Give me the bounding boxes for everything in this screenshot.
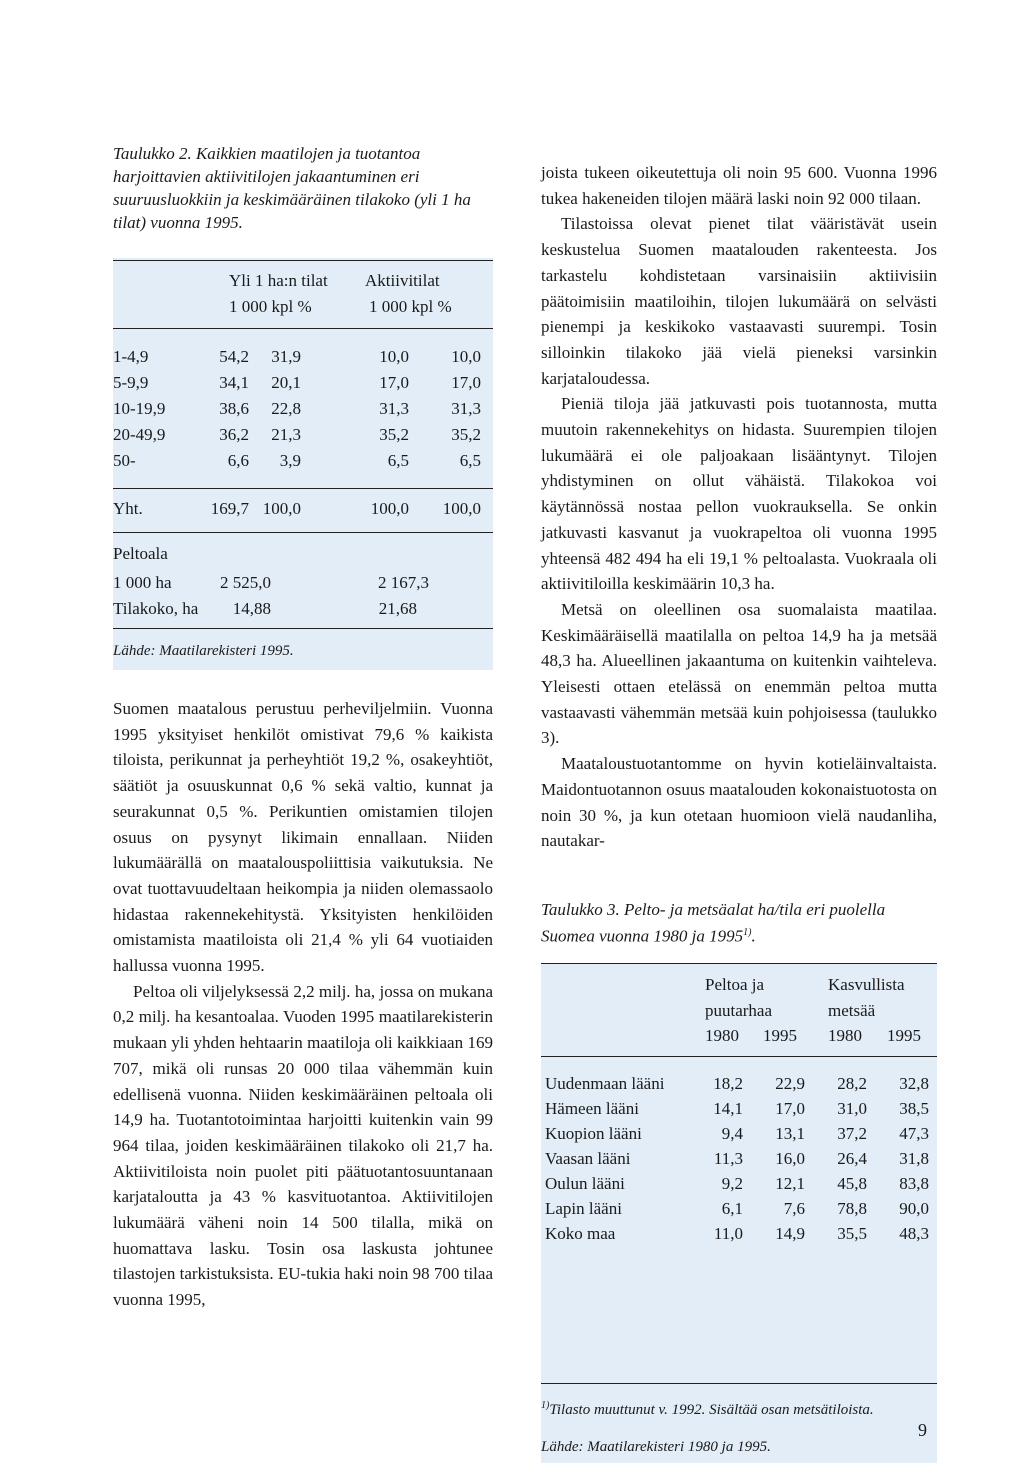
table2-row-3-label: 20-49,9 (113, 425, 166, 444)
table3-footnote-sup: 1) (541, 1400, 550, 1411)
table2-row-4-v4: 6,5 (459, 451, 481, 470)
table2-row-0-v2: 31,9 (271, 347, 301, 366)
table3-row-6-v1: 11,0 (713, 1224, 743, 1243)
table2-peltoala-unit: 1 000 ha (113, 573, 172, 592)
table2-tilakoko-v1: 14,88 (232, 599, 271, 618)
table3-row-0-v4: 32,8 (899, 1074, 929, 1093)
table2-source: Lähde: Maatilarekisteri 1995. (113, 643, 294, 659)
table3-row-1-v2: 17,0 (775, 1099, 805, 1118)
table3-year-2: 1995 (763, 1026, 797, 1045)
table3-year-4: 1995 (887, 1026, 921, 1045)
table2-total-v4: 100,0 (442, 499, 481, 518)
table2-row-3-v2: 21,3 (271, 425, 301, 444)
table2-row-2-v2: 22,8 (271, 399, 301, 418)
table3-row-3-label: Vaasan lääni (545, 1149, 631, 1168)
table2-header-group-1: Yli 1 ha:n tilat (229, 271, 328, 290)
table3-row-1-v1: 14,1 (713, 1099, 743, 1118)
right-paragraph-2: Tilastoissa olevat pienet tilat vääristävät usein keskustelua Suomen maatalouden rakenteesta. Jos tarkastelu kohdistetaan varsinaisiin aktiivisiin päätoimisiin maatiloihin, tilojen lukumäärä on selvästi pienempi ja keskikoko vastaavasti suurempi. Tosin silloinkin tilakoko jää vielä pieneksi varsinkin karjataloudessa. (541, 214, 937, 388)
table2-total-v1: 169,7 (210, 499, 249, 518)
table3-row-4-v2: 12,1 (775, 1174, 805, 1193)
table3-row-3-v2: 16,0 (775, 1149, 805, 1168)
table2-row-3-v3: 35,2 (379, 425, 409, 444)
table2-row-1-v1: 34,1 (219, 373, 249, 392)
table2-row-0-label: 1-4,9 (113, 347, 149, 366)
table2-row-1-v2: 20,1 (271, 373, 301, 392)
table3-row-4-v3: 45,8 (837, 1174, 867, 1193)
table2-row-0-v3: 10,0 (379, 347, 409, 366)
table2-peltoala-label: Peltoala (113, 544, 168, 563)
table3-row-6-v2: 14,9 (775, 1224, 805, 1243)
table3-row-5-v2: 7,6 (783, 1199, 805, 1218)
table3-caption-text: Taulukko 3. Pelto- ja metsäalat ha/tila eri puolella Suomea vuonna 1980 ja 1995 (541, 900, 886, 946)
right-body (541, 160, 937, 854)
table3-footer (541, 1383, 937, 1463)
table2-row-0-v1: 54,2 (219, 347, 249, 366)
table2-row-1-v4: 17,0 (451, 373, 481, 392)
table2-row-4-v2: 3,9 (279, 451, 301, 470)
table3-row-2-label: Kuopion lääni (545, 1124, 642, 1143)
table3-row-5-v4: 90,0 (899, 1199, 929, 1218)
table3-footnote-text: Tilasto muuttunut v. 1992. Sisältää osan metsätiloista. (549, 1402, 874, 1418)
table3-row-4-label: Oulun lääni (545, 1174, 625, 1193)
table2 (113, 258, 493, 670)
table3-row-0-v3: 28,2 (837, 1074, 867, 1093)
table3-row-3-v3: 26,4 (837, 1149, 867, 1168)
table2-peltoala-rule (113, 532, 493, 533)
table3-row-5-label: Lapin lääni (545, 1199, 622, 1218)
table3 (541, 963, 937, 1383)
right-paragraph-1: joista tukeen oikeutettuja oli noin 95 600. Vuonna 1996 tukea hakeneiden tilojen määrä laski noin 92 000 tilaan. (541, 163, 937, 208)
table2-row-3-v4: 35,2 (451, 425, 481, 444)
table2-header-sub-1: 1 000 kpl % (229, 297, 312, 316)
table3-row-4-v1: 9,2 (721, 1174, 743, 1193)
table3-header-rule (541, 1056, 937, 1057)
table2-row-4-label: 50- (113, 451, 136, 470)
table2-row-2-v4: 31,3 (451, 399, 481, 418)
table2-row-1-v3: 17,0 (379, 373, 409, 392)
table3-bottom-rule (541, 1383, 937, 1384)
table3-row-3-v4: 31,8 (899, 1149, 929, 1168)
table2-total-v3: 100,0 (370, 499, 409, 518)
table2-header-rule (113, 328, 493, 329)
table3-caption-sup: 1) (743, 927, 752, 938)
table3-row-1-label: Hämeen lääni (545, 1099, 639, 1118)
table3-row-2-v3: 37,2 (837, 1124, 867, 1143)
table3-header-2-line2: metsää (828, 1001, 876, 1020)
table3-row-2-v1: 9,4 (721, 1124, 743, 1143)
table3-footnote (541, 1395, 921, 1421)
table2-top-rule (113, 260, 493, 261)
left-body (113, 696, 493, 1313)
table3-row-5-v1: 6,1 (721, 1199, 743, 1218)
table3-row-6-v3: 35,5 (837, 1224, 867, 1243)
right-paragraph-5: Maataloustuotantomme on hyvin kotieläinvaltaista. Maidontuotannon osuus maatalouden kokonaistuotosta on noin 30 %, ja kun otetaan huomioon vielä naudanliha, nautakar- (541, 754, 937, 851)
right-paragraph-3: Pieniä tiloja jää jatkuvasti pois tuotannosta, mutta muutoin rakennekehitys on hidasta. Suurempien tilojen lukumäärä ei ole paljoakaan lisääntynyt. Tilojen yhdistyminen on ollut vähäistä. Tilakokoa voi käytännössä nostaa pellon vuokrauksella. Se onkin jatkuvasti kasvanut ja vuokrapeltoa oli vuonna 1995 yhteensä 482 494 ha eli 19,1 % peltoalasta. Vuokraala oli aktiivitiloilla keskimäärin 10,3 ha. (541, 394, 937, 594)
table3-row-1-v3: 31,0 (837, 1099, 867, 1118)
table3-caption (541, 898, 937, 948)
table3-year-1: 1980 (705, 1026, 739, 1045)
table3-row-0-v1: 18,2 (713, 1074, 743, 1093)
table2-header-sub-2: 1 000 kpl % (369, 297, 452, 316)
table2-row-0-v4: 10,0 (451, 347, 481, 366)
table2-header-group-2: Aktiivitilat (365, 271, 440, 290)
table2-peltoala-v2: 2 167,3 (378, 573, 429, 592)
table2-row-4-v1: 6,6 (227, 451, 249, 470)
table2-tilakoko-label: Tilakoko, ha (113, 599, 199, 618)
table3-row-6-v4: 48,3 (899, 1224, 929, 1243)
table2-row-1-label: 5-9,9 (113, 373, 149, 392)
table3-caption-end: . (751, 926, 756, 946)
table2-peltoala-v1: 2 525,0 (220, 573, 271, 592)
table3-row-6-label: Koko maa (545, 1224, 616, 1243)
table2-caption: Taulukko 2. Kaikkien maatilojen ja tuotantoa harjoittavien aktiivitilojen jakaantuminen eri suuruusluokkiin ja keskimääräinen tilakoko (yli 1 ha tilat) vuonna 1995. (113, 144, 471, 232)
table2-row-4-v3: 6,5 (387, 451, 409, 470)
table3-year-3: 1980 (828, 1026, 862, 1045)
table2-bottom-rule (113, 628, 493, 629)
table3-header-1-line1: Peltoa ja (705, 975, 765, 994)
table3-row-0-label: Uudenmaan lääni (545, 1074, 665, 1093)
table2-total-label: Yht. (113, 499, 143, 518)
table3-top-rule (541, 963, 937, 964)
table3-row-1-v4: 38,5 (899, 1099, 929, 1118)
table2-total-rule (113, 488, 493, 489)
right-paragraph-4: Metsä on oleellinen osa suomalaista maatilaa. Keskimääräisellä maatilalla on peltoa 14,9 ha ja metsää 48,3 ha. Alueellinen jakaantuma on kuitenkin vaihteleva. Yleisesti ottaen etelässä on enemmän peltoa mutta vastaavasti vähemmän metsää kuin pohjoisessa (taulukko 3). (541, 599, 937, 748)
table2-row-3-v1: 36,2 (219, 425, 249, 444)
page-number: 9 (918, 1420, 927, 1440)
table3-row-0-v2: 22,9 (775, 1074, 805, 1093)
left-paragraph-2: Peltoa oli viljelyksessä 2,2 milj. ha, jossa on mukana 0,2 milj. ha kesantoalaa. Vuoden 1995 maatilarekisterin mukaan yli yhden hehtaarin maatiloja oli kaikkiaan 169 707, mikä oli runsas 20 000 tilaa vähemmän kuin edellisenä vuonna. Niiden keskimääräinen peltoala oli 14,9 ha. Tuotantotoimintaa harjoitti kuitenkin vain 99 964 tilaa, joiden keskimääräinen tilakoko oli 21,7 ha. Aktiivitiloista noin puolet piti päätuotantosuuntanaan karjataloutta ja 43 % kasvituotantoa. Aktiivitilojen lukumäärä väheni noin 14 500 tilalla, mikä on huomattava lasku. Tosin osa laskusta johtunee tilastojen tarkistuksista. EU-tukia haki noin 98 700 tilaa vuonna 1995, (113, 981, 493, 1310)
table2-tilakoko-v2: 21,68 (378, 599, 417, 618)
table2-total-v2: 100,0 (262, 499, 301, 518)
table3-row-5-v3: 78,8 (837, 1199, 867, 1218)
table3-header-1-line2: puutarhaa (705, 1001, 773, 1020)
table2-row-2-label: 10-19,9 (113, 399, 166, 418)
table2-row-2-v1: 38,6 (219, 399, 249, 418)
table3-row-2-v4: 47,3 (899, 1124, 929, 1143)
table2-row-2-v3: 31,3 (379, 399, 409, 418)
table3-source: Lähde: Maatilarekisteri 1980 ja 1995. (541, 1439, 771, 1455)
table3-row-3-v1: 11,3 (713, 1149, 743, 1168)
table3-row-2-v2: 13,1 (775, 1124, 805, 1143)
table3-row-4-v4: 83,8 (899, 1174, 929, 1193)
left-paragraph-1: Suomen maatalous perustuu perheviljelmiin. Vuonna 1995 yksityiset henkilöt omistivat 79,6 % kaikista tiloista, perikunnat ja perheyhtiöt 19,2 %, osakeyhtiöt, säätiöt ja osuuskunnat 0,6 % sekä valtio, kunnat ja seurakunnat 0,5 %. Perikuntien omistamien tilojen osuus on pysynyt likimain ennallaan. Niiden lukumäärällä on maatalouspoliittisia vaikutuksia. Ne ovat tuottavuudeltaan heikompia ja niiden olemassaolo hidastaa rakennekehitystä. Yksityisten henkilöiden omistamista maatiloista oli 21,4 % yli 64 vuotiaiden hallussa vuonna 1995. (113, 699, 493, 976)
table3-header-2-line1: Kasvullista (828, 975, 905, 994)
